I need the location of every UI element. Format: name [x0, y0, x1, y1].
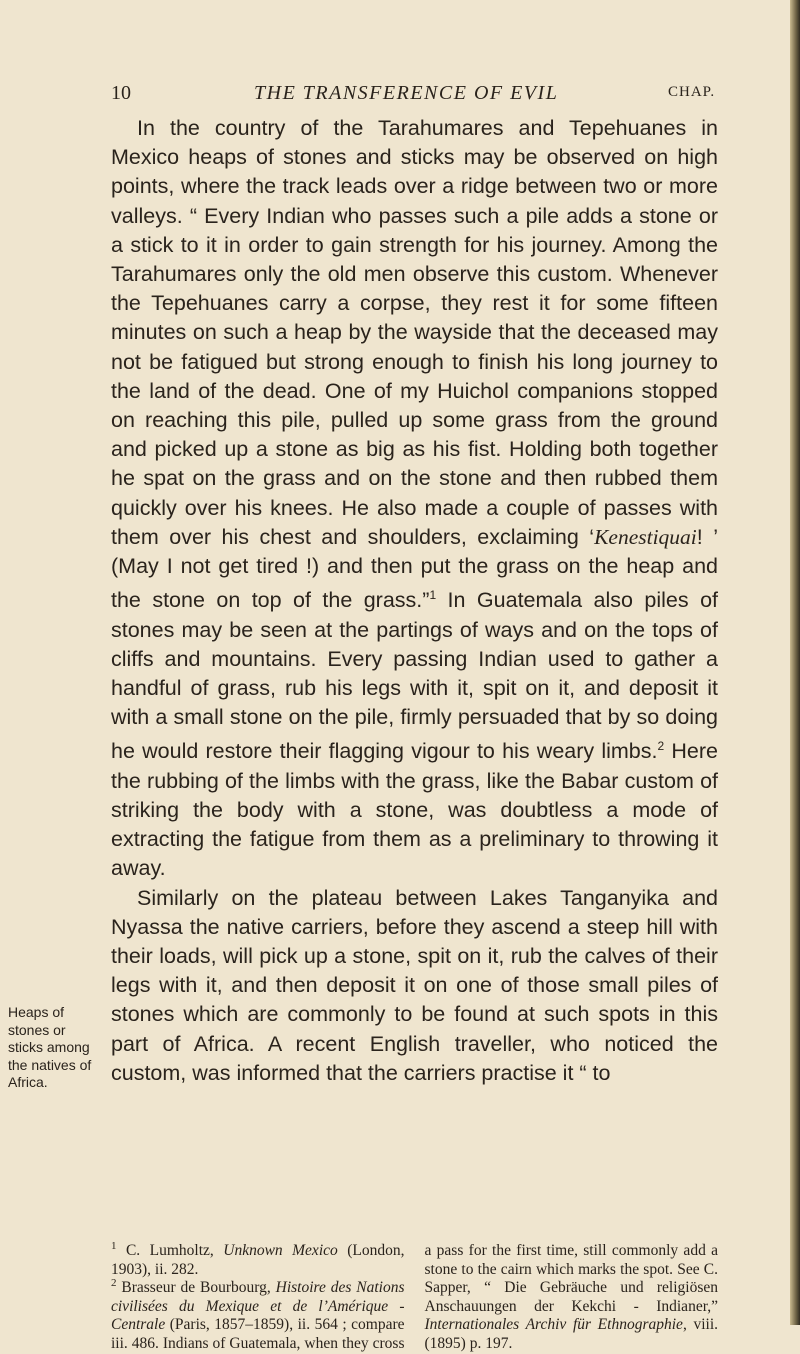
- footnote-2-text-a: Brasseur de Bourbourg,: [121, 1279, 276, 1297]
- footnote-1: [111, 1239, 405, 1279]
- footnote-1-text-b: (London, 1903), ii. 282.: [111, 1242, 405, 1278]
- page-header: [0, 82, 800, 112]
- running-title: THE TRANSFERENCE OF EVIL: [254, 82, 559, 104]
- p1-text-d: Here the rubbing of the limbs with the grass, like the Babar custom of striking the body with a stone, was doubtless a mode of extracting the fatigue from them as a preliminary to throwing it away.: [111, 739, 718, 881]
- footnote-1-number: 1: [111, 1239, 117, 1252]
- main-text: [111, 114, 718, 1088]
- page-edge-shadow: [790, 0, 800, 1325]
- p1-text-a: In the country of the Tarahumares and Tepehuanes in Mexico heaps of stones and sticks may be observed on high points, where the track leads over a ridge between two or more valleys. “ Every Indian who passes such a pile adds a stone or a stick to it in order to gain strength for his journey. Among the Tarahumares only the old men observe this custom. Whenever the Tepehuanes carry a corpse, they rest it for some fifteen minutes on such a heap by the wayside that the deceased may not be fatigued but strong enough to finish his long journey to the land of the dead. One of my Huichol companions stopped on reaching this pile, pulled up some grass from the ground and picked up a stone as big as his fist. Holding both together he spat on the grass and on the stone and then rubbed them quickly over his knees. He also made a couple of passes with them over his chest and shoulders, exclaiming ‘: [111, 116, 718, 549]
- paragraph-tarahumares: [111, 114, 718, 884]
- footnote-2-number: 2: [111, 1277, 117, 1290]
- footnote-2-text-b: (Paris, 1857–1859), ii. 564 ; compare iii. 486. Indians of Guatemala, when they cross a pass for the first time, still commonly add a stone to the cairn which marks the spot. See C. Sapper, “ Die Gebräuche und religiösen Anschauungen der Kekchi - Indianer,”: [111, 1242, 718, 1352]
- paragraph-africa: Similarly on the plateau between Lakes Tanganyika and Nyassa the native carriers, before they ascend a steep hill with their loads, will pick up a stone, spit on it, rub the calves of their legs with it, and then deposit it on one of those small piles of stones which are commonly to be found at such spots in this part of Africa. A recent English traveller, who noticed the custom, was informed that the carriers practise it “ to: [111, 885, 718, 1085]
- footnote-ref-1: 1: [429, 588, 437, 603]
- footnote-1-title: Unknown Mexico: [223, 1242, 338, 1259]
- footnote-1-text-a: C. Lumholtz,: [125, 1242, 224, 1259]
- footnote-2-text-c: , viii. (1895) p. 197.: [424, 1316, 718, 1352]
- footnotes: [111, 1239, 718, 1354]
- p1-text-b: ! ’ (May I not get tired !) and then put the grass on the heap and the stone on top of the grass.”: [111, 524, 718, 613]
- footnote-2-journal: Internationales Archiv für Ethnographie: [424, 1316, 683, 1334]
- footnote-2-title: Histoire des Nations civilisées du Mexique et de l’Amérique - Centrale: [111, 1279, 405, 1334]
- margin-note: Heaps of stones or sticks among the natives of Africa.: [8, 1004, 92, 1091]
- footnote-ref-2: 2: [657, 739, 665, 754]
- kenestiquai-word: Kenestiquai: [594, 524, 697, 549]
- p1-text-c: In Guatemala also piles of stones may be seen at the partings of ways and on the tops of cliffs and mountains. Every passing Indian used to gather a handful of grass, rub his legs with it, spit on it, and deposit it with a small stone on the pile, firmly persuaded that by so doing he would restore their flagging vigour to his weary limbs.: [111, 588, 718, 764]
- page-number: 10: [111, 82, 131, 104]
- chapter-mark: CHAP.: [668, 84, 716, 100]
